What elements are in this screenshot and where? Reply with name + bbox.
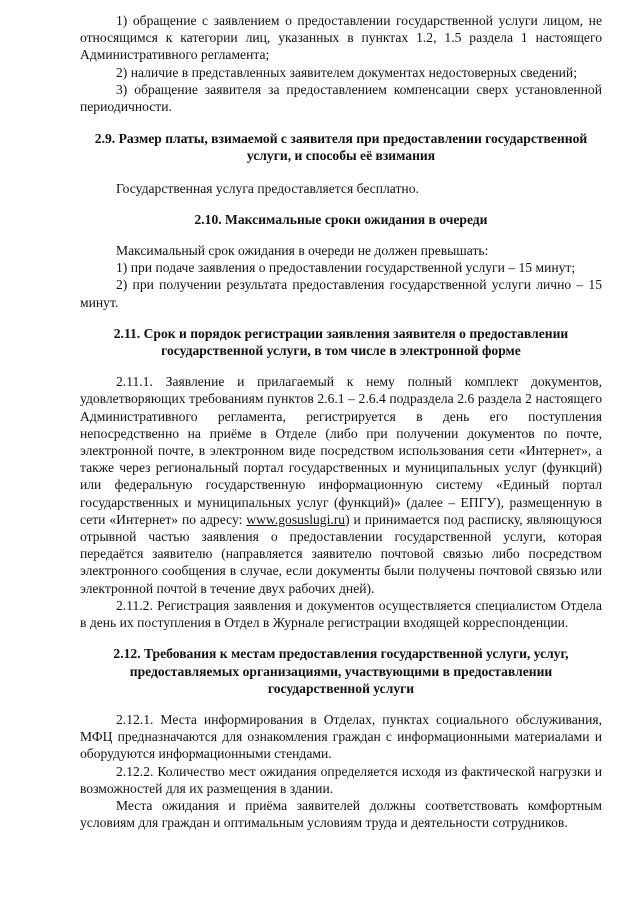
section-2-12-paragraph-3: Места ожидания и приёма заявителей должны соответствовать комфортным условиям для граждан и оптимальным условиям труда и деятельности сотрудников. xyxy=(80,797,602,831)
section-2-11-paragraph-1 xyxy=(80,373,602,597)
section-2-11-paragraph-1-text-b: ) и принимается под расписку, являющуюся отрывной частью заявления о предоставлении государственной услуги, которая передаётся заявителю (направляется заявителю почтовой связью либо посредством электронного сообщения в случае, если документы были получены почтовой связью или электронной почтой в течение двух рабочих дней). xyxy=(80,511,603,596)
section-2-10-heading: 2.10. Максимальные сроки ожидания в очереди xyxy=(194,211,488,227)
section-2-10-paragraph-1: Максимальный срок ожидания в очереди не должен превышать: xyxy=(116,243,489,259)
section-2-11-paragraph-2: 2.11.2. Регистрация заявления и документов осуществляется специалистом Отдела в день их поступления в Отдел в Журнале регистрации входящей корреспонденции. xyxy=(80,597,602,631)
section-2-9-paragraph-1: Государственная услуга предоставляется бесплатно. xyxy=(116,180,419,196)
section-2-9-heading: 2.9. Размер платы, взимаемой с заявителя при предоставлении государственной услуги, и способы её взимания xyxy=(94,131,588,164)
section-2-10-paragraph-2: 1) при подаче заявления о предоставлении государственной услуги – 15 минут; xyxy=(116,260,576,276)
section-2-12-paragraph-2: 2.12.2. Количество мест ожидания определяется исходя из фактической нагрузки и возможностей для их размещения в здании. xyxy=(80,763,602,796)
gosuslugi-link[interactable]: www.gosuslugi.ru xyxy=(246,511,346,527)
section-2-11-heading: 2.11. Срок и порядок регистрации заявления заявителя о предоставлении государственной услуги, в том числе в электронной форме xyxy=(113,325,569,359)
section-2-11-paragraph-1-text-a: 2.11.1. Заявление и прилагаемый к нему полный комплект документов, удовлетворяющих требованиям пунктов 2.6.1 – 2.6.4 подраздела 2.6 раздела 2 настоящего Административного регламента, регистрируется в день его поступления непосредственно на приёме в Отделе (либо при получении документов по почте, электронной почте, в электронном виде посредством использования сети «Интернет», а также через региональный портал государственных и муниципальных услуг (функций) или федеральную государственную информационную систему «Единый портал государственных и муниципальных услуг (функций)» (далее – ЕПГУ), размещенную в сети «Интернет» по адресу: xyxy=(80,374,602,527)
section-2-10-paragraph-3: 2) при получении результата предоставления государственной услуги лично – 15 минут. xyxy=(80,277,602,310)
intro-paragraph-2: 2) наличие в представленных заявителем документах недостоверных сведений; xyxy=(116,64,577,80)
section-2-12-paragraph-1: 2.12.1. Места информирования в Отделах, пунктах социального обслуживания, МФЦ предназначаются для ознакомления граждан с информационными материалами и оборудуются информационными стендами. xyxy=(80,711,602,762)
intro-paragraph-3: 3) обращение заявителя за предоставлением компенсации сверх установленной периодичности. xyxy=(80,81,602,115)
intro-paragraph-1: 1) обращение с заявлением о предоставлении государственной услуги лицом, не относящимся к категории лиц, указанных в пунктах 1.2, 1.5 раздела 1 настоящего Административного регламента; xyxy=(80,13,602,63)
section-2-12-heading: 2.12. Требования к местам предоставления государственной услуги, услуг, предоставляемых организациями, участвующими в предоставлении государственной услуги xyxy=(113,646,569,696)
